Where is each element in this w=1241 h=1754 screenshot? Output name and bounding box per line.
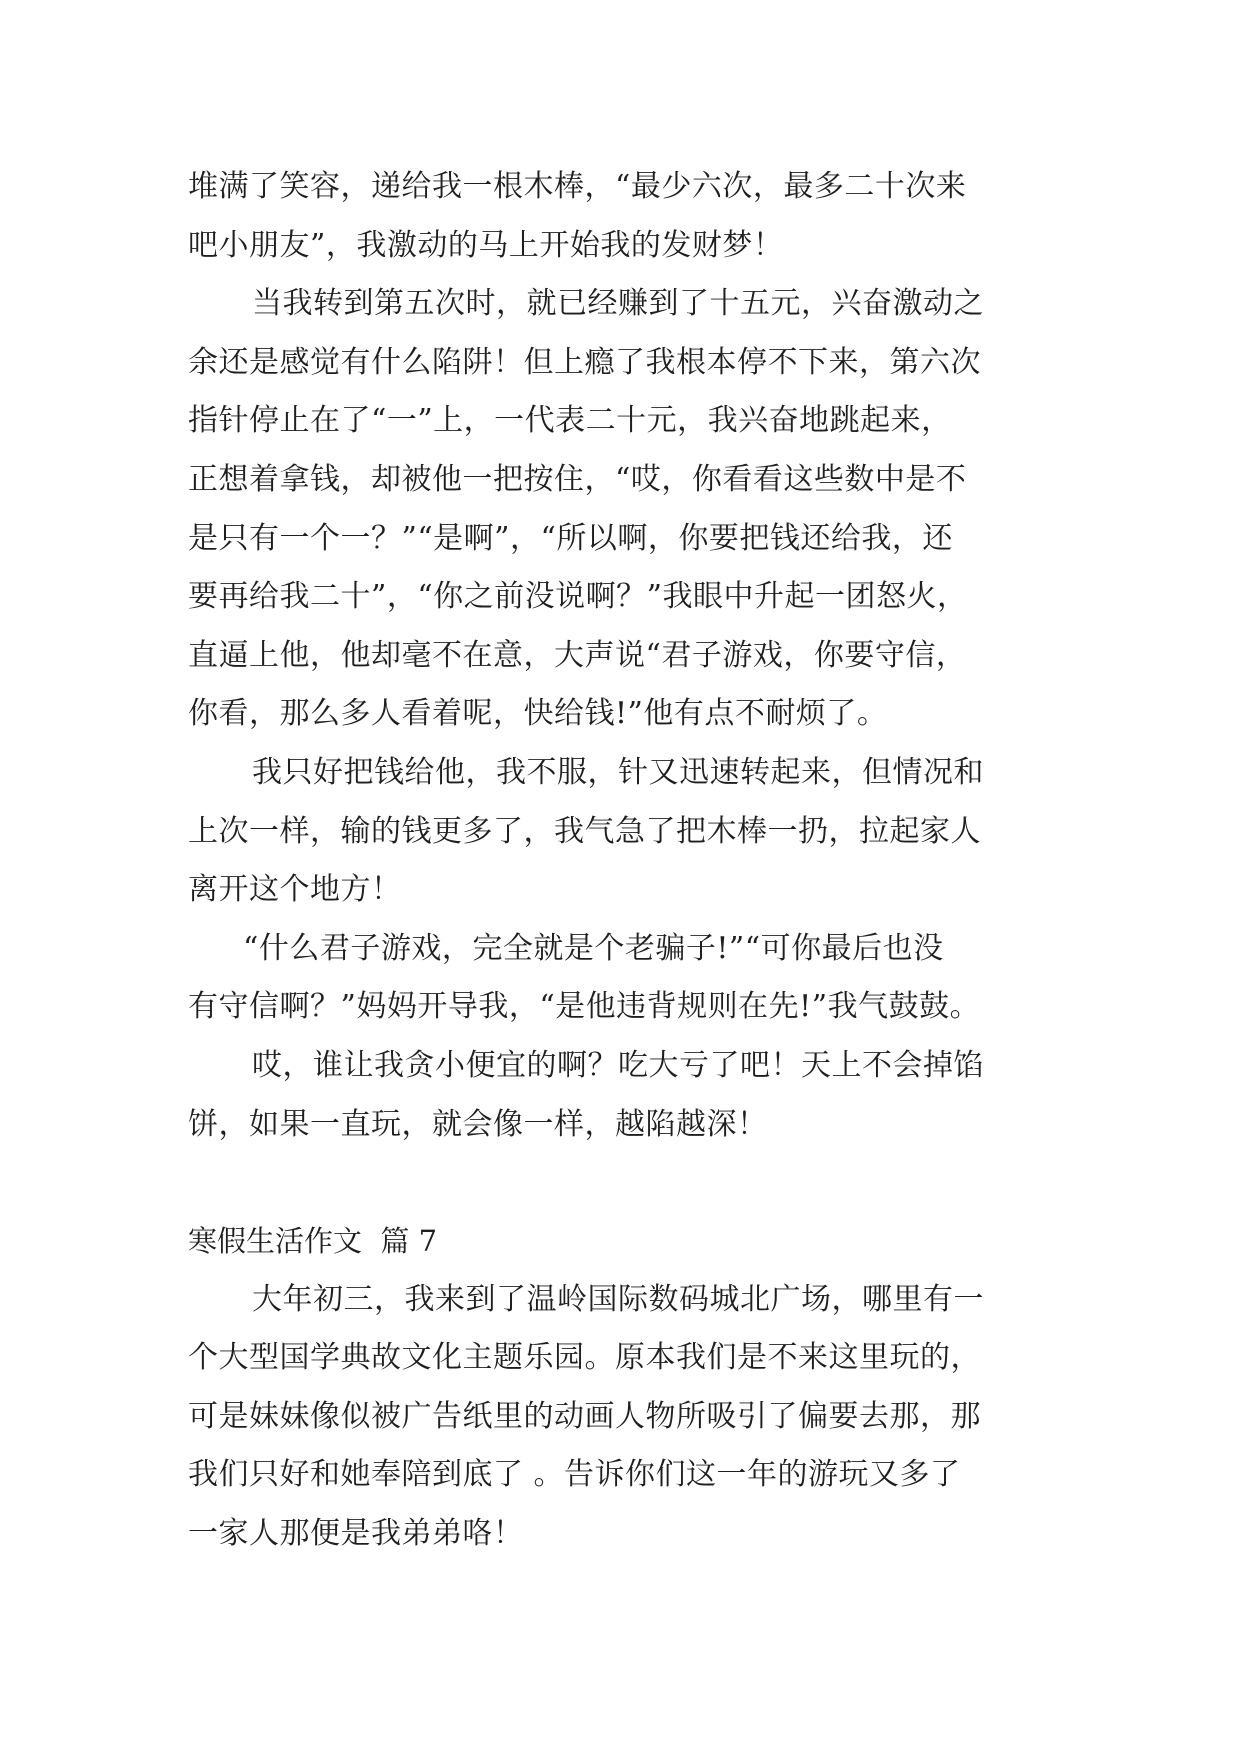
- text-line: 有守信啊？”妈妈开导我，“是他违背规则在先!”我气鼓鼓。: [188, 989, 981, 1025]
- text-line: 正想着拿钱，却被他一把按住，“哎，你看看这些数中是不: [188, 461, 967, 497]
- paragraph: [188, 744, 1048, 920]
- text-line: 饼，如果一直玩，就会像一样，越陷越深！: [188, 1106, 768, 1142]
- text-line: 余还是感觉有什么陷阱！但上瘾了我根本停不下来，第六次: [188, 344, 981, 380]
- text-line: 上次一样，输的钱更多了，我气急了把木棒一扔，拉起家人: [188, 813, 981, 849]
- text-line: 当我转到第五次时，就已经赚到了十五元，兴奋激动之: [252, 286, 984, 322]
- paragraph: [188, 920, 1048, 1037]
- text-line: 一家人那便是我弟弟咯！: [188, 1516, 524, 1552]
- text-line: 你看，那么多人看着呢，快给钱!”他有点不耐烦了。: [188, 696, 888, 732]
- text-line: 是只有一个一？”“是啊”，“所以啊，你要把钱还给我，还: [188, 520, 953, 556]
- text-line: 堆满了笑容，递给我一根木棒，“最少六次，最多二十次来: [188, 169, 967, 204]
- text-line: 哎，谁让我贪小便宜的啊？吃大亏了吧！天上不会掉馅: [252, 1047, 984, 1083]
- text-line: 要再给我二十”，“你之前没说啊？”我眼中升起一团怒火，: [188, 579, 968, 615]
- text-line: 指针停止在了“一”上，一代表二十元，我兴奋地跳起来，: [188, 403, 952, 439]
- document-body: [188, 158, 1048, 1564]
- paragraph: [188, 275, 1048, 744]
- text-line: 我们只好和她奉陪到底了 。告诉你们这一年的游玩又多了: [188, 1457, 961, 1493]
- paragraph: [188, 1271, 1048, 1564]
- text-line: 我只好把钱给他，我不服，针又迅速转起来，但情况和: [252, 754, 984, 790]
- text-line: 直逼上他，他却毫不在意，大声说“君子游戏，你要守信，: [188, 637, 967, 673]
- text-line: 吧小朋友”，我激动的马上开始我的发财梦！: [188, 227, 784, 263]
- text-line: 离开这个地方！: [188, 872, 402, 908]
- text-line: “什么君子游戏，完全就是个老骗子!”“可你最后也没: [243, 930, 944, 966]
- paragraph: [188, 1037, 1048, 1154]
- section-heading: 寒假生活作文 篇 7: [188, 1224, 438, 1259]
- text-line: 大年初三，我来到了温岭国际数码城北广场，哪里有一: [252, 1281, 984, 1317]
- section-gap: [188, 1154, 1048, 1212]
- text-line: 可是妹妹像似被广告纸里的动画人物所吸引了偏要去那，那: [188, 1398, 981, 1434]
- paragraph: [188, 158, 1048, 275]
- text-line: 个大型国学典故文化主题乐园。原本我们是不来这里玩的，: [188, 1340, 981, 1376]
